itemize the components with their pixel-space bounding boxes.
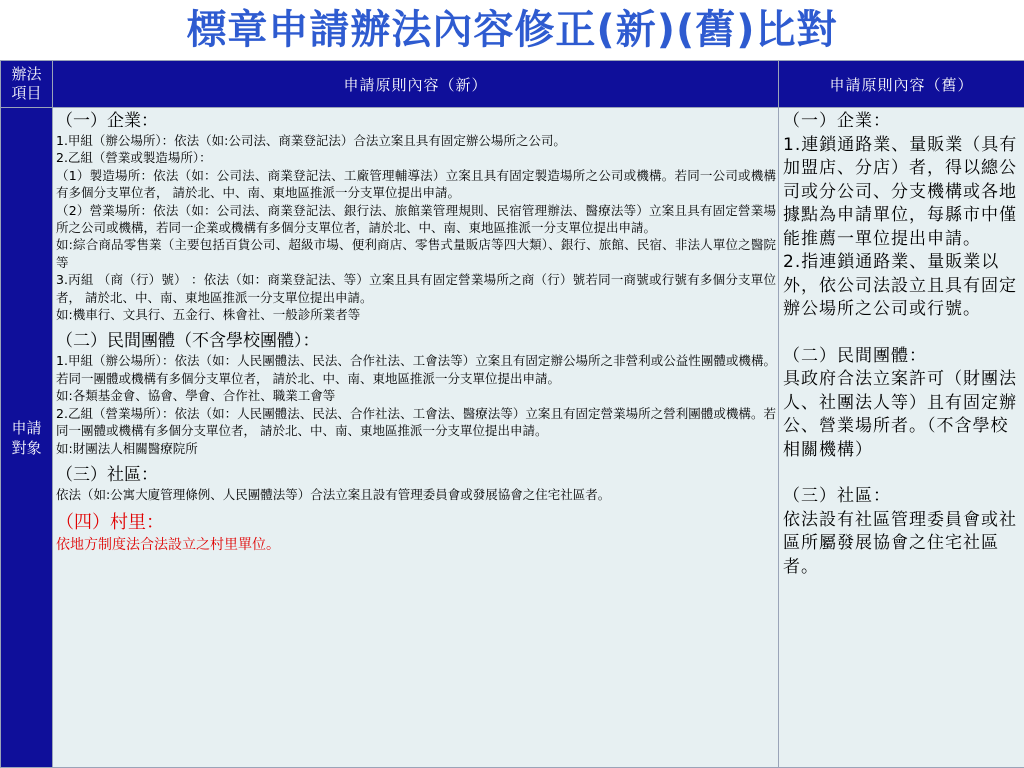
- row-label-line2: 對象: [11, 438, 42, 457]
- new-enterprise-line: 3.丙組 （商（行）號） ：依法（如：商業登記法、等）立案且具有固定營業場所之商（行）號若同一商號或行號有多個分支單位者， 請於北、中、南、東地區推派一分支單位提出申請。: [56, 272, 776, 305]
- old-civic-line: 具政府合法立案許可（財團法人、社團法人等）且有固定辦公、營業場所者。（不含學校相關機構）: [783, 369, 1017, 460]
- new-civic-line: 2.乙組（營業場所）：依法（如：人民團體法、民法、合作社法、工會法、醫療法等）立案且有固定營業場所之營利團體或機構。若同一團體或機構有多個分支單位者， 請於北、中、南、東地區推派一分支單位提出申請。: [56, 405, 776, 439]
- new-section-enterprise-heading: （一）企業：: [56, 111, 158, 131]
- header-item-line2: 項目: [11, 84, 42, 102]
- new-section-community-heading: （三）社區：: [56, 464, 158, 485]
- old-section-community-heading: （三）社區：: [783, 486, 891, 506]
- old-section-enterprise-heading: （一）企業：: [783, 111, 891, 131]
- page-title: 標章申請辦法內容修正(新)(舊)比對: [186, 7, 838, 53]
- old-community-line: 依法設有社區管理委員會或社區所屬發展協會之住宅社區者。: [783, 509, 1017, 577]
- comparison-table: [0, 60, 1024, 768]
- table-row-applicants: [1, 108, 1024, 768]
- new-enterprise-line: 如:機車行、文具行、五金行、株會社、一般診所業者等: [56, 307, 361, 323]
- row-label-line1: 申請: [11, 418, 42, 437]
- new-community-line: 依法（如:公寓大廈管理條例、人民團體法等）合法立案且設有管理委員會或發展協會之住宅社區者。: [56, 486, 611, 502]
- new-civic-line: 如:財團法人相關醫療院所: [56, 440, 198, 456]
- new-content-cell: [53, 108, 779, 768]
- old-enterprise-line: 2.指連鎖通路業、量販業以外，依公司法設立且具有固定辦公場所之公司或行號。: [783, 252, 1017, 319]
- row-label: [1, 108, 53, 768]
- new-section-civic-heading: （二）民間團體（不含學校團體）：: [56, 331, 320, 352]
- new-village-line: 依地方制度法合法設立之村里單位。: [56, 537, 280, 554]
- table-header-row: [1, 61, 1024, 108]
- new-civic-line: 如:各類基金會、協會、學會、合作社、職業工會等: [56, 388, 336, 404]
- new-enterprise-line: （2）營業場所：依法（如：公司法、商業登記法、銀行法、旅館業管理規則、民宿管理辦法、醫療法等）立案且具有固定營業場所之公司或機構，若同一企業或機構有多個分支單位者，請於北、中、南、東地區推派一分支單位提出申請。: [56, 202, 776, 236]
- new-enterprise-line: （1）製造場所：依法（如：公司法、商業登記法、工廠管理輔導法）立案且具有固定製造場所之公司或機構。若同一公司或機構有多個分支單位者， 請於北、中、南、東地區推派一分支單位提出申請。: [56, 167, 776, 201]
- header-item-line1: 辦法: [11, 65, 42, 83]
- new-enterprise-line: 1.甲組（辦公場所）：依法（如:公司法、商業登記法）合法立案且具有固定辦公場所之公司。: [56, 133, 566, 148]
- new-section-village-heading: （四）村里：: [56, 512, 164, 534]
- new-enterprise-line: 如:綜合商品零售業（主要包括百貨公司、超級市場、便利商店、零售式量販店等四大類）、銀行、旅館、民宿、非法人單位之醫院等: [56, 237, 776, 270]
- old-content-cell: [779, 108, 1024, 768]
- old-section-civic-heading: （二）民間團體：: [783, 345, 927, 366]
- new-civic-line: 1.甲組（辦公場所）：依法（如：人民團體法、民法、合作社法、工會法等）立案且有固定辦公場所之非營利或公益性團體或機構。若同一團體或機構有多個分支單位者， 請於北、中、南、東地區推派一分支單位提出申請。: [56, 353, 776, 386]
- header-new-column: 申請原則內容（新）: [53, 61, 779, 108]
- new-enterprise-line: 2.乙組（營業或製造場所）：: [56, 150, 212, 166]
- header-item-column: [1, 61, 53, 108]
- header-old-column: 申請原則內容（舊）: [779, 61, 1024, 108]
- old-enterprise-line: 1.連鎖通路業、量販業（具有加盟店、分店）者，得以總公司或分公司、分支機構或各地據點為申請單位，每縣市中僅能推薦一單位提出申請。: [783, 134, 1018, 249]
